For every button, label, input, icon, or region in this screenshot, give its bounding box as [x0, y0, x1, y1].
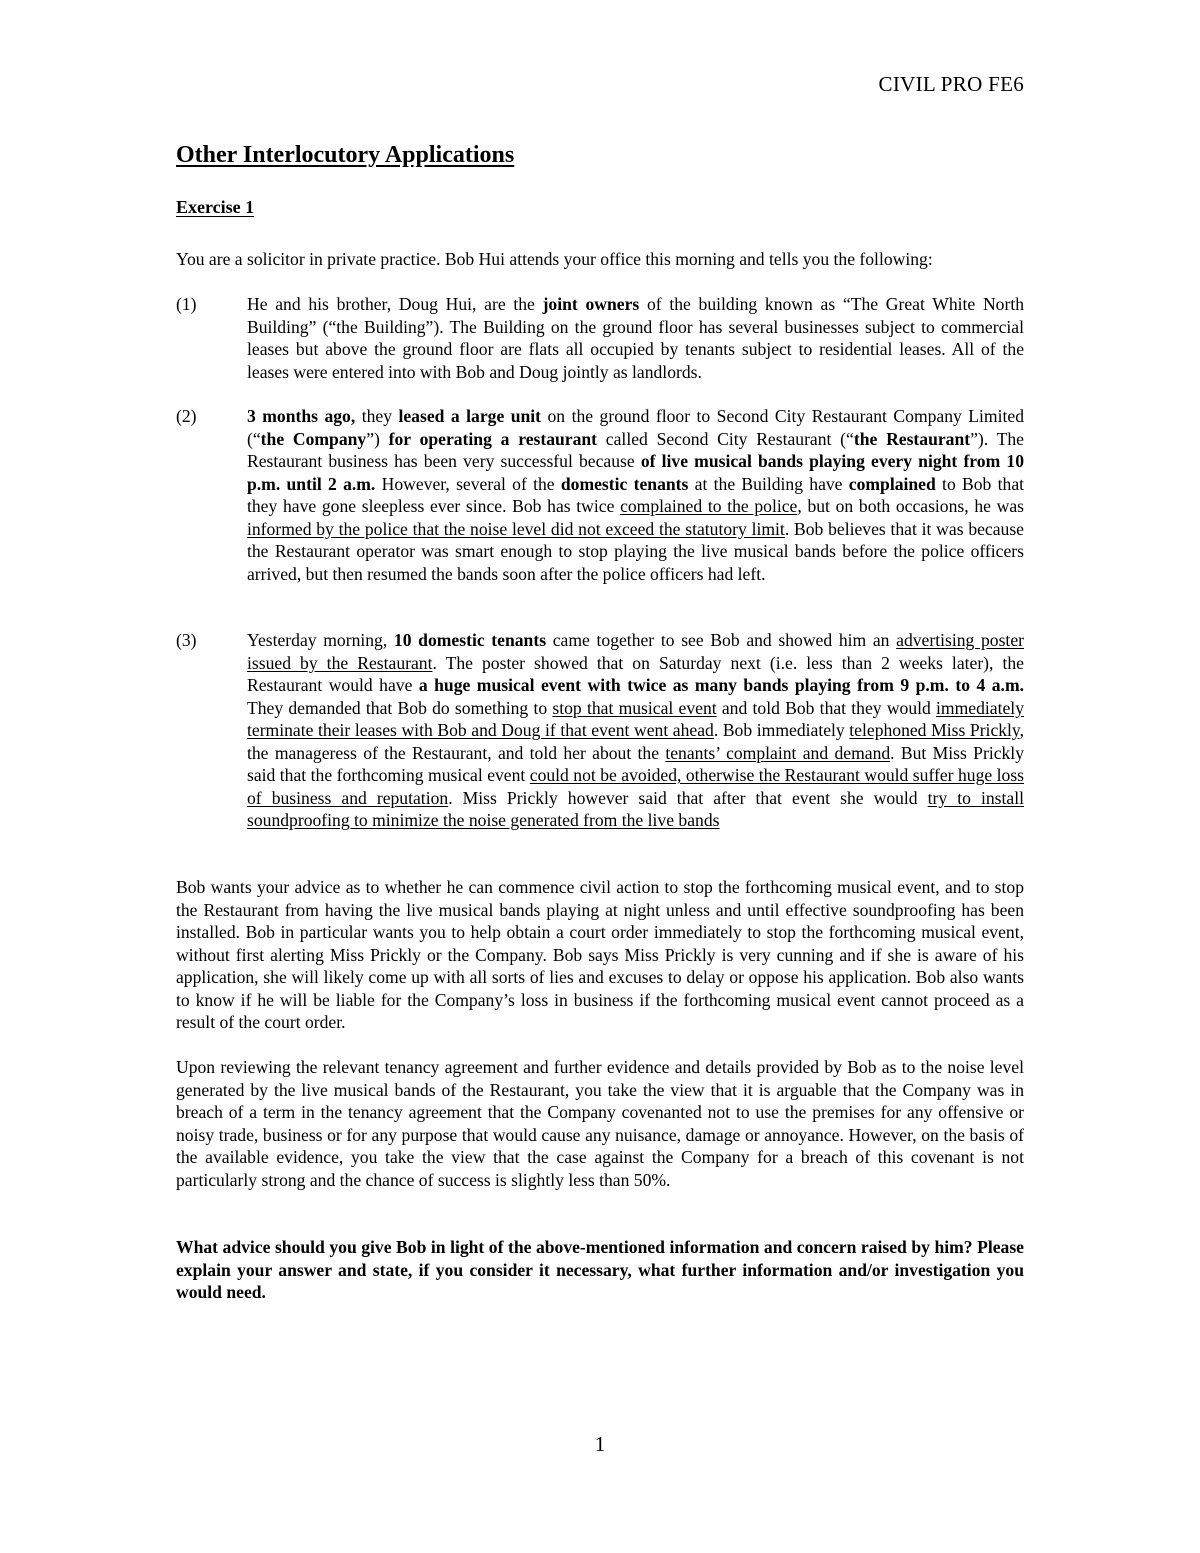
document-page	[176, 0, 1024, 1553]
text-run: on the ground floor to Second City Restaurant Company Limited (“	[247, 406, 1024, 449]
text-run: . But Miss Prickly said that the forthcoming musical event	[247, 742, 1024, 785]
text-run: came together to see Bob and showed him an	[546, 630, 897, 650]
underlined-text: immediately terminate their leases with Bob and Doug if that event went ahead	[247, 697, 1024, 740]
bold-text: the Company	[260, 428, 367, 449]
text-run: He and his brother, Doug Hui, are the	[247, 294, 543, 314]
text-run: called Second City Restaurant (“	[597, 428, 854, 449]
text-run: ”)	[366, 428, 389, 449]
text-run: They demanded that Bob do something to	[247, 697, 553, 718]
underlined-text: informed by the police that the noise level did not exceed the statutory limit	[247, 518, 785, 539]
underlined-text: telephoned Miss Prickly	[849, 720, 1020, 740]
text-run: ”). The Restaurant business has been very successful because	[247, 428, 1024, 471]
text-run: and told Bob that they would	[716, 697, 937, 718]
bold-text: for operating a restaurant	[388, 428, 598, 449]
bold-text: 3 months ago,	[247, 406, 356, 426]
item-text	[247, 629, 1024, 832]
bold-text: joint owners	[542, 294, 640, 314]
text-run: they	[355, 406, 399, 426]
exercise-heading: Exercise 1	[176, 197, 255, 217]
page-number: 1	[594, 1432, 606, 1456]
bold-text: complained	[848, 473, 936, 494]
bold-text: the Restaurant	[853, 428, 971, 449]
underlined-text: could not be avoided, otherwise the Restaurant would suffer huge loss of business and reputation	[247, 765, 1025, 808]
item-number: (1)	[176, 294, 197, 314]
text-run: at the Building have	[688, 473, 849, 494]
text-run: to Bob that they have gone sleepless ever since. Bob has twice	[247, 473, 1025, 516]
advice-paragraph: Bob wants your advice as to whether he can commence civil action to stop the forthcoming musical event, and to stop the Restaurant from having the live musical bands playing at night unless and until effective soundproofing has been installed. Bob in particular wants you to help obtain a court order immediately to stop the forthcoming musical event, without first alerting Miss Prickly or the Company. Bob says Miss Prickly is very cunning and if she is aware of his application, she will likely come up with all sorts of lies and excuses to delay or oppose his application. Bob also wants to know if he will be liable for the Company’s loss in business if the forthcoming musical event cannot proceed as a result of the court order.	[176, 877, 1024, 1032]
review-paragraph: Upon reviewing the relevant tenancy agreement and further evidence and details provided by Bob as to the noise level generated by the live musical bands of the Restaurant, you take the view that it is arguable that the Company was in breach of a term in the tenancy agreement that the Company covenanted not to use the premises for any offensive or noisy trade, business or for any purpose that would cause any nuisance, damage or annoyance. However, on the basis of the available evidence, you take the view that the case against the Company for a breach of this covenant is not particularly strong and the chance of success is slightly less than 50%.	[176, 1057, 1024, 1190]
intro-paragraph: You are a solicitor in private practice. Bob Hui attends your office this morning and tells you the following:	[176, 249, 933, 269]
text-run: . Bob immediately	[713, 720, 850, 740]
text-run: Yesterday morning,	[247, 630, 394, 650]
text-run: However, several of the	[375, 473, 561, 494]
text-run: , but on both occasions, he was	[797, 496, 1024, 516]
underlined-text: complained to the police	[620, 496, 798, 516]
bold-text: leased a large unit	[398, 406, 542, 426]
item-text	[247, 293, 1024, 383]
text-run: . The poster showed that on Saturday next (i.e. less than 2 weeks later), the Restaurant would have	[247, 652, 1024, 695]
underlined-text: try to install soundproofing to minimize the noise generated from the live bands	[247, 787, 1024, 830]
underlined-text: tenants’ complaint and demand	[665, 742, 891, 763]
course-code-header: CIVIL PRO FE6	[878, 72, 1024, 96]
page-title: Other Interlocutory Applications	[176, 142, 515, 168]
bold-text: a huge musical event with twice as many bands playing from 9 p.m. to 4 a.m.	[418, 675, 1024, 695]
bold-text: of live musical bands playing every night from 10 p.m. until 2 a.m.	[247, 451, 1024, 494]
underlined-text: stop that musical event	[552, 697, 717, 718]
text-run: . Bob believes that it was because the Restaurant operator was smart enough to stop playing the live musical bands before the police officers arrived, but then resumed the bands soon after the police officers had left.	[247, 518, 1024, 584]
item-number: (3)	[176, 630, 197, 650]
item-text	[247, 405, 1024, 585]
question-paragraph: What advice should you give Bob in light of the above-mentioned information and concern raised by him? Please explain your answer and state, if you consider it necessary, what further information and/or investigation you would need.	[176, 1237, 1024, 1302]
text-run: of the building known as “The Great White North Building” (“the Building”). The Building on the ground floor has several businesses subject to commercial leases but above the ground floor are flats all occupied by tenants subject to residential leases. All of the leases were entered into with Bob and Doug jointly as landlords.	[247, 294, 1024, 382]
text-run: , the manageress of the Restaurant, and told her about the	[247, 720, 1024, 763]
underlined-text: advertising poster issued by the Restaurant	[247, 630, 1024, 673]
text-run: . Miss Prickly however said that after that event she would	[448, 787, 928, 808]
bold-text: 10 domestic tenants	[393, 630, 547, 650]
item-number: (2)	[176, 406, 197, 426]
bold-text: domestic tenants	[560, 473, 689, 494]
